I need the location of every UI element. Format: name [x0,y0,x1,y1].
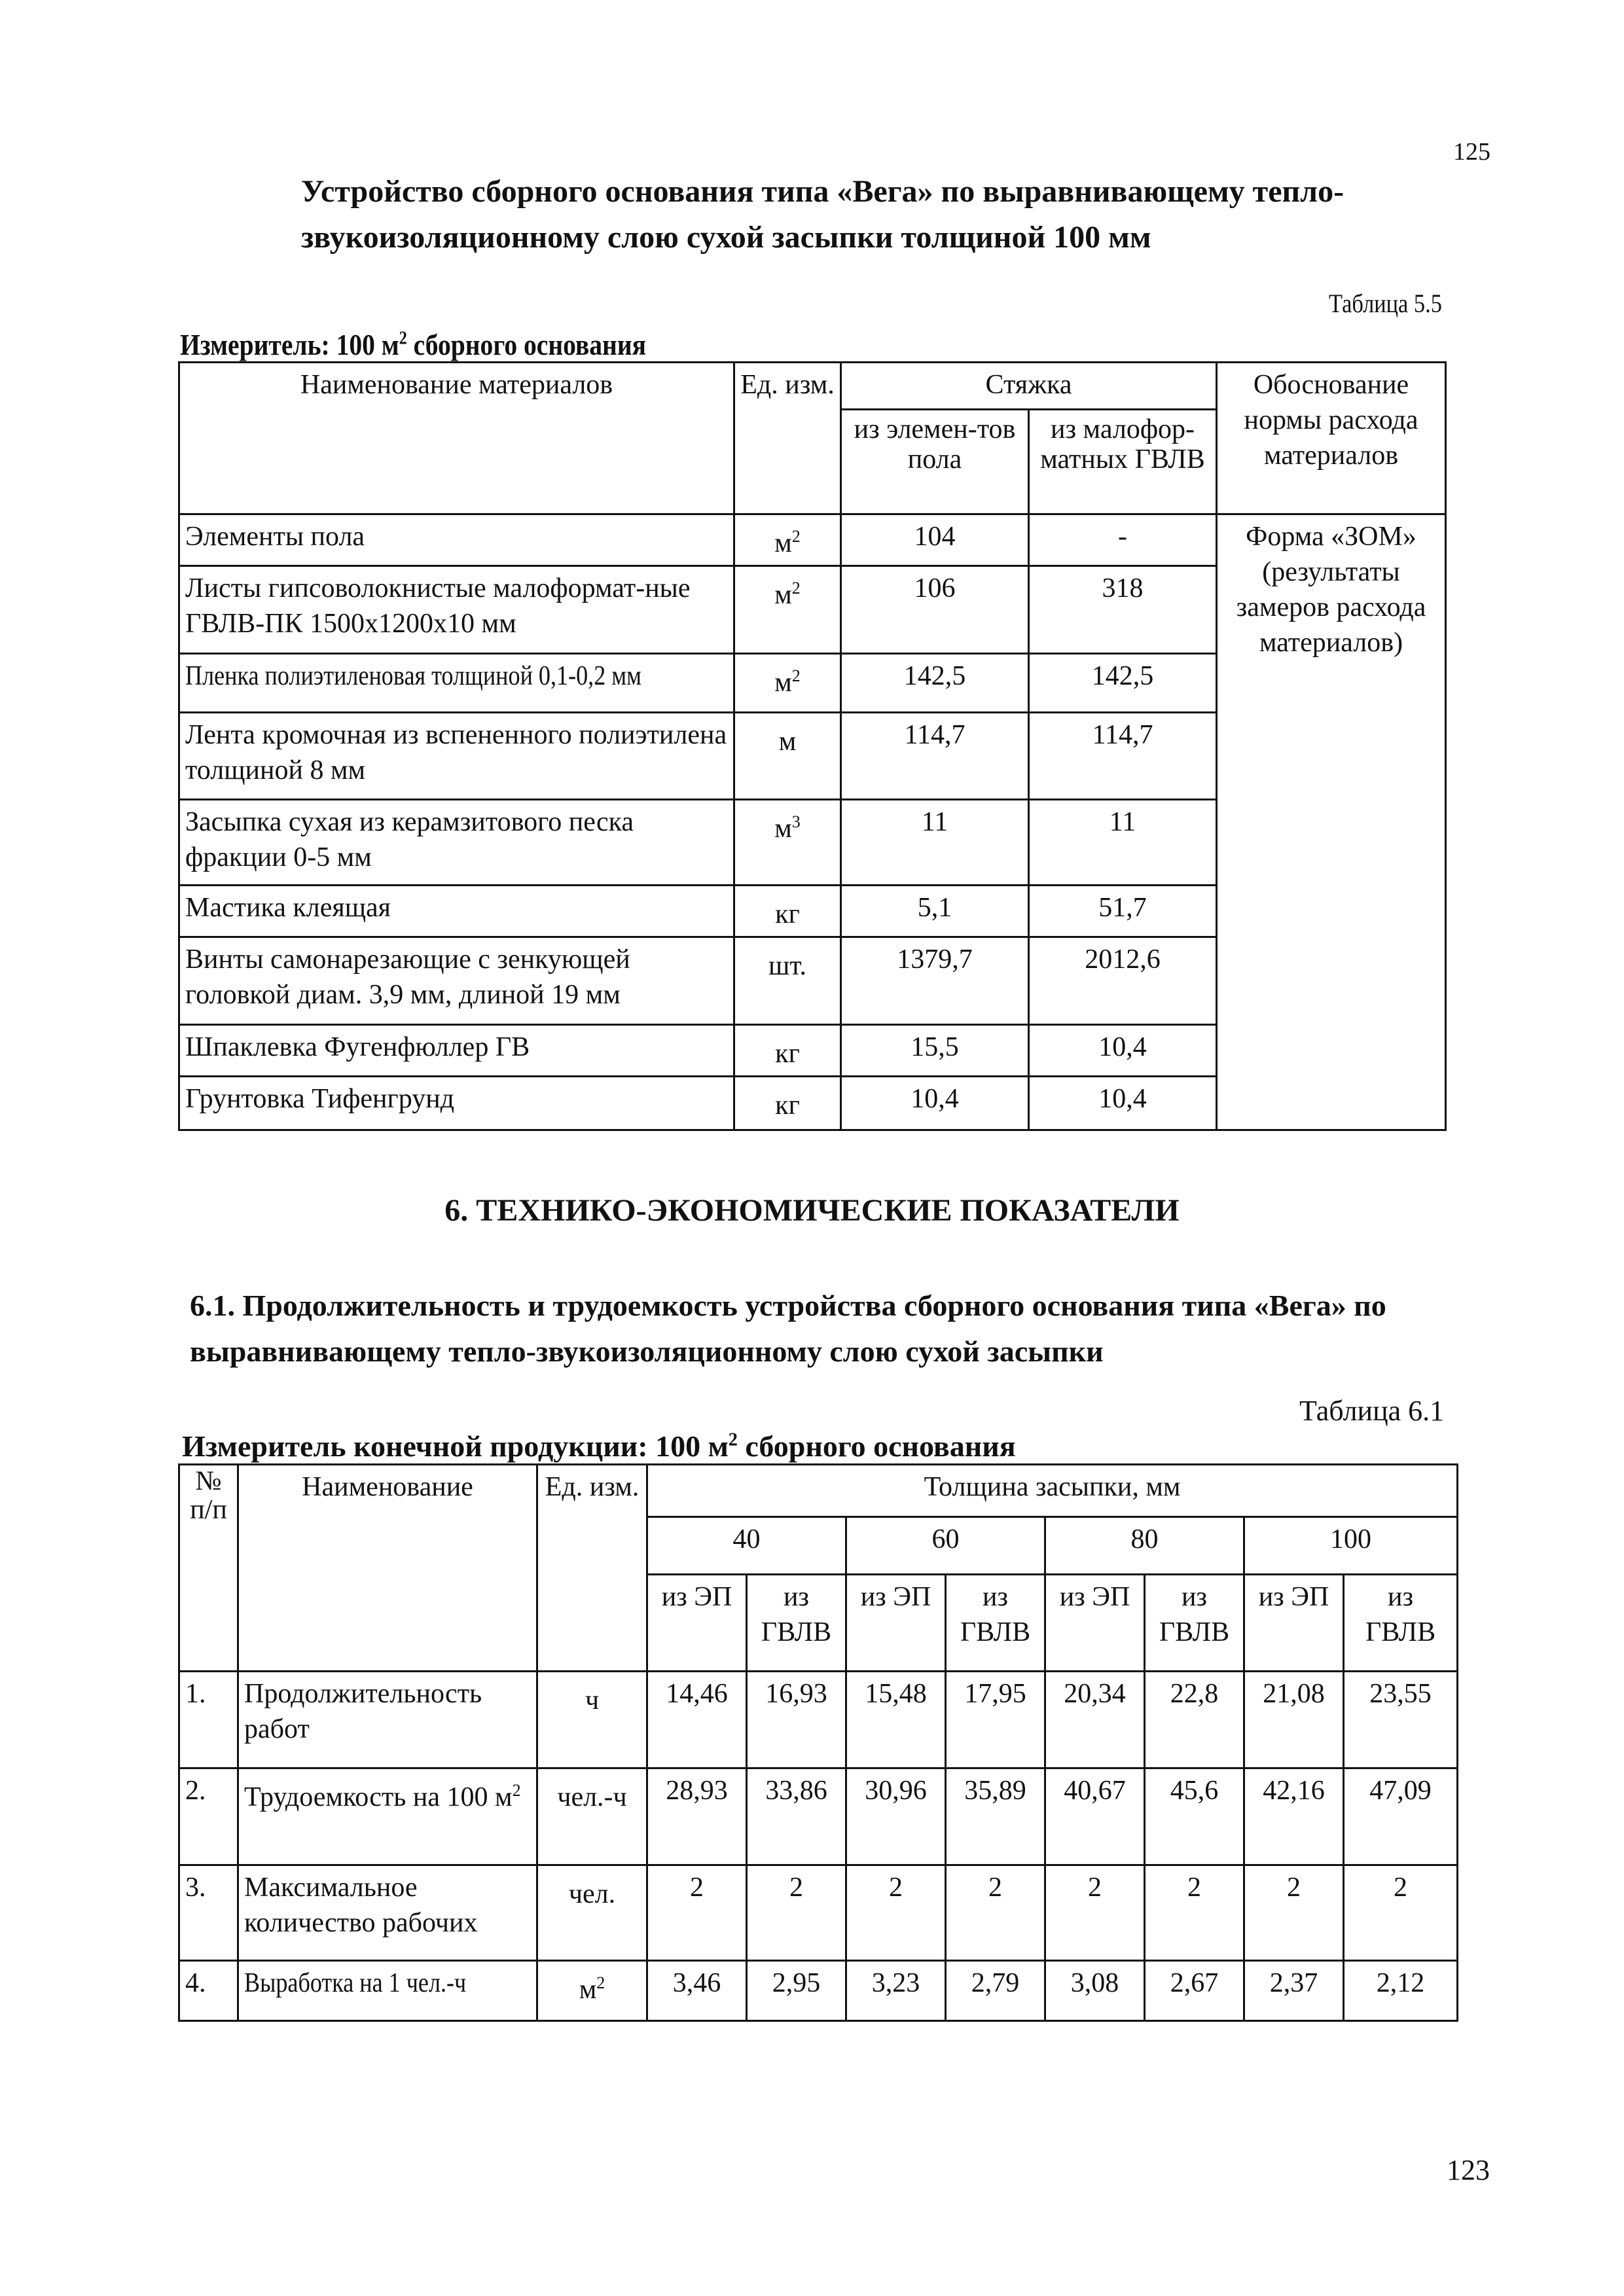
page-number-bottom: 123 [1447,2154,1490,2186]
row9-b: 10,4 [1029,1077,1217,1130]
row1-value: 16,93 [747,1672,846,1768]
header-t40: 40 [647,1517,846,1575]
row6-name: Мастика клеящая [179,886,734,937]
header-basis: Обоснование нормы расхода материалов [1217,363,1446,514]
row4-unit: $м^2$ [537,1961,647,2021]
row2-unit: $м^2$ [734,566,841,654]
header-screed-a: из элемен-тов пола [841,410,1029,514]
row1-value: 14,46 [647,1672,747,1768]
row3-unit: чел. [537,1865,647,1961]
row2-value: 35,89 [946,1768,1045,1865]
page-number-top: 125 [1453,138,1490,166]
row2-value: 42,16 [1244,1768,1344,1865]
row1-value: 17,95 [946,1672,1045,1768]
row4-value: 2,12 [1344,1961,1458,2021]
row4-value: 2,37 [1244,1961,1344,2021]
row2-value: 40,67 [1045,1768,1145,1865]
row2-unit: чел.-ч [537,1768,647,1865]
row3-value: 2 [747,1865,846,1961]
row9-name: Грунтовка Тифенгрунд [179,1077,734,1130]
header-unit: Ед. изм. [537,1465,647,1672]
row1-name: Продолжительность работ [238,1672,537,1768]
row1-value: 23,55 [1344,1672,1458,1768]
row3-value: 2 [1045,1865,1145,1961]
header-ep: из ЭП [1045,1575,1145,1672]
page-title: Устройство сборного основания типа «Вега» по выравнивающему тепло-звукоизоляционному слою сухой засыпки толщиной 100 мм [301,174,1344,255]
row5-a: 11 [841,800,1029,886]
row6-b: 51,7 [1029,886,1217,937]
header-gvlv: из ГВЛВ [1145,1575,1244,1672]
header-t100: 100 [1244,1517,1458,1575]
table1-measure: Измеритель: 100 $м^2$ сборного основания [180,328,647,361]
header-num: № п/п [179,1465,238,1672]
header-ep: из ЭП [846,1575,946,1672]
row2-value: 30,96 [846,1768,946,1865]
row5-name: Засыпка сухая из керамзитового песка фракции 0-5 мм [179,800,734,886]
row7-name: Винты самонарезающие с зенкующей головкой диам. 3,9 мм, длиной 19 мм [179,937,734,1025]
row1-b: - [1029,514,1217,566]
indicators-table [178,1463,1458,2022]
row3-value: 2 [846,1865,946,1961]
row4-name: Выработка на 1 чел.-ч [238,1961,537,2021]
row3-num: 3. [179,1865,238,1961]
header-gvlv: из ГВЛВ [1344,1575,1458,1672]
row4-value: 3,46 [647,1961,747,2021]
row9-a: 10,4 [841,1077,1029,1130]
row8-a: 15,5 [841,1025,1029,1077]
row1-name: Элементы пола [179,514,734,566]
row3-b: 142,5 [1029,654,1217,713]
basis-text: Форма «ЗОМ» (результаты замеров расхода материалов) [1217,514,1446,1130]
row2-a: 106 [841,566,1029,654]
row4-b: 114,7 [1029,713,1217,800]
row2-b: 318 [1029,566,1217,654]
row2-num: 2. [179,1768,238,1865]
row6-unit: кг [734,886,841,937]
header-t60: 60 [846,1517,1045,1575]
header-t80: 80 [1045,1517,1244,1575]
row4-a: 114,7 [841,713,1029,800]
row6-a: 5,1 [841,886,1029,937]
header-name: Наименование материалов [179,363,734,514]
row7-unit: шт. [734,937,841,1025]
row7-a: 1379,7 [841,937,1029,1025]
row4-value: 3,08 [1045,1961,1145,2021]
materials-table [178,361,1447,1131]
row4-num: 4. [179,1961,238,2021]
table2-label: Таблица 6.1 [1299,1395,1445,1427]
row2-value: 45,6 [1145,1768,1244,1865]
row2-value: 28,93 [647,1768,747,1865]
header-ep: из ЭП [1244,1575,1344,1672]
header-gvlv: из ГВЛВ [747,1575,846,1672]
row1-a: 104 [841,514,1029,566]
row1-value: 20,34 [1045,1672,1145,1768]
row1-value: 15,48 [846,1672,946,1768]
row4-value: 2,95 [747,1961,846,2021]
row4-value: 2,67 [1145,1961,1244,2021]
row3-value: 2 [1145,1865,1244,1961]
row2-value: 33,86 [747,1768,846,1865]
row3-name: Максимальное количество рабочих [238,1865,537,1961]
row2-name: Трудоемкость на 100 $м^2$ [238,1768,537,1865]
row4-unit: м [734,713,841,800]
table2-measure: Измеритель конечной продукции: 100 $м^2$ сборного основания [182,1429,1016,1463]
section-heading: 6. ТЕХНИКО-ЭКОНОМИЧЕСКИЕ ПОКАЗАТЕЛИ [444,1193,1180,1228]
row3-a: 142,5 [841,654,1029,713]
row1-value: 22,8 [1145,1672,1244,1768]
row3-value: 2 [647,1865,747,1961]
row3-unit: $м^2$ [734,654,841,713]
row1-value: 21,08 [1244,1672,1344,1768]
header-thickness: Толщина засыпки, мм [647,1465,1458,1517]
row3-name: Пленка полиэтиленовая толщиной 0,1-0,2 мм [179,654,734,713]
row3-value: 2 [1244,1865,1344,1961]
row3-value: 2 [946,1865,1045,1961]
row8-b: 10,4 [1029,1025,1217,1077]
row1-num: 1. [179,1672,238,1768]
header-unit: Ед. изм. [734,363,841,514]
row2-name: Листы гипсоволокнистые малоформат-ные ГВЛВ-ПК 1500х1200х10 мм [179,566,734,654]
row3-value: 2 [1344,1865,1458,1961]
header-ep: из ЭП [647,1575,747,1672]
table1-label: Таблица 5.5 [1329,289,1442,318]
row1-unit: $м^2$ [734,514,841,566]
subsection-heading: 6.1. Продолжительность и трудоемкость устройства сборного основания типа «Вега» по выравнивающему тепло-звукоизоляционному слою сухой засыпки [190,1289,1386,1368]
row4-value: 2,79 [946,1961,1045,2021]
row7-b: 2012,6 [1029,937,1217,1025]
header-screed: Стяжка [841,363,1217,410]
row1-unit: ч [537,1672,647,1768]
row5-unit: $м^3$ [734,800,841,886]
row9-unit: кг [734,1077,841,1130]
row4-name: Лента кромочная из вспененного полиэтилена толщиной 8 мм [179,713,734,800]
row4-value: 3,23 [846,1961,946,2021]
header-gvlv: из ГВЛВ [946,1575,1045,1672]
row8-unit: кг [734,1025,841,1077]
header-screed-b: из малофор-матных ГВЛВ [1029,410,1217,514]
row5-b: 11 [1029,800,1217,886]
row8-name: Шпаклевка Фугенфюллер ГВ [179,1025,734,1077]
row2-value: 47,09 [1344,1768,1458,1865]
header-name: Наименование [238,1465,537,1672]
